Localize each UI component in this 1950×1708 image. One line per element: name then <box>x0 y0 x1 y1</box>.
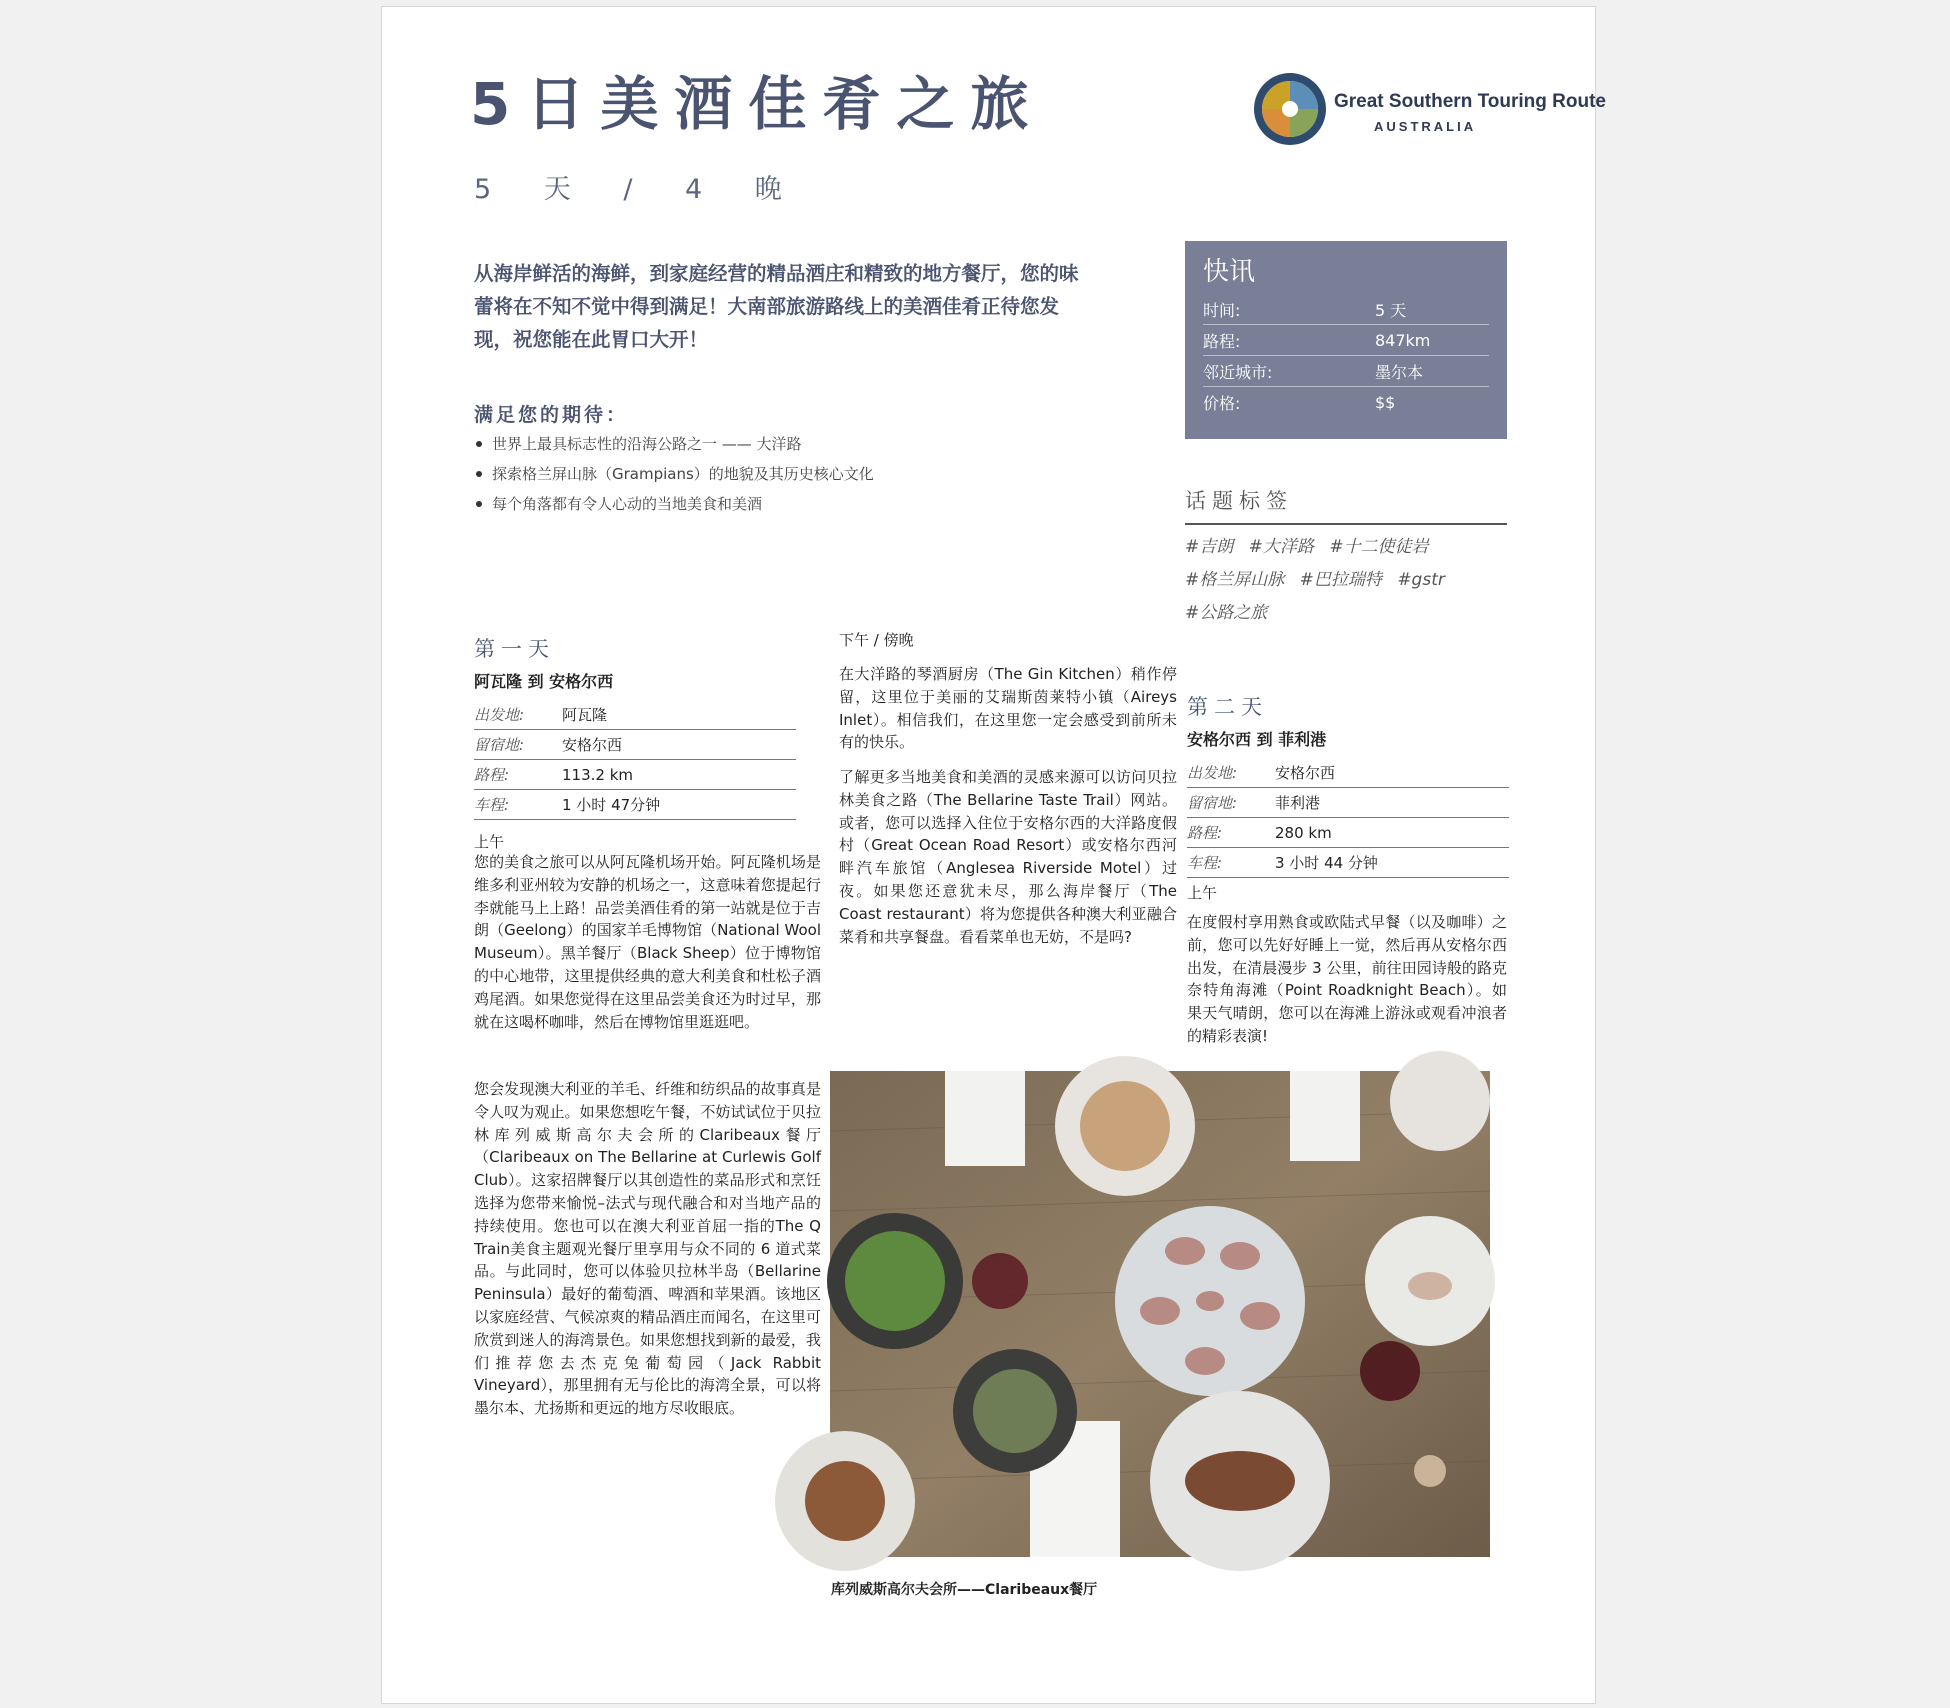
hashtag[interactable]: #巴拉瑞特 <box>1299 570 1382 590</box>
list-item: 每个角落都有令人心动的当地美食和美酒 <box>474 489 1094 519</box>
info-row <box>474 730 796 760</box>
info-value: 菲利港 <box>1275 794 1321 812</box>
hashtag[interactable]: #大洋路 <box>1248 537 1314 557</box>
day2-morning-label: 上午 <box>1187 884 1218 902</box>
fact-value: 847km <box>1375 330 1431 350</box>
hashtag[interactable]: #公路之旅 <box>1185 603 1268 623</box>
info-row <box>474 760 796 790</box>
day2-morning-text: 在度假村享用熟食或欧陆式早餐（以及咖啡）之前，您可以先好好睡上一觉，然后再从安格尔西出发，在清晨漫步 3 公里，前往田园诗般的路克奈特角海滩（Point Roadknight Beach）。如果天气晴朗，您可以在海滩上游泳或观看冲浪者的精彩表演! <box>1187 913 1507 1045</box>
intro-text: 从海岸鲜活的海鲜，到家庭经营的精品酒庄和精致的地方餐厅，您的味蕾将在不知不觉中得到满足！大南部旅游路线上的美酒佳肴正待您发现，祝您能在此胃口大开！ <box>474 262 1079 351</box>
info-value: 阿瓦隆 <box>562 706 608 724</box>
info-row <box>474 790 796 820</box>
logo-country: AUSTRALIA <box>1374 119 1477 134</box>
info-value: 3 小时 44 分钟 <box>1275 854 1378 872</box>
day1-lunch-text: 您会发现澳大利亚的羊毛、纤维和纺织品的故事真是令人叹为观止。如果您想吃午餐，不妨试试位于贝拉林库列威斯高尔夫会所的Claribeaux餐厅（Claribeaux on The Bellarine at Curlewis Golf Club）。这家招牌餐厅以其创造性的菜品形式和烹饪选择为您带来愉悦–法式与现代融合和对当地产品的持续使用。您也可以在澳大利亚首屈一指的The Q Train美食主题观光餐厅里享用与众不同的 6 道式菜品。与此同时，您可以体验贝拉林半岛（Bellarine Peninsula）最好的葡萄酒、啤酒和苹果酒。该地区以家庭经营、气候凉爽的精品酒庄而闻名，在这里可欣赏到迷人的海湾景色。如果您想找到新的最爱，我们推荐您去杰克兔葡萄园（Jack Rabbit Vineyard），那里拥有无与伦比的海湾全景，可以将墨尔本、尤扬斯和更远的地方尽收眼底。 <box>474 1080 821 1418</box>
quick-facts-box <box>1185 241 1507 439</box>
fact-row <box>1203 356 1489 387</box>
hashtags-list <box>1185 531 1507 630</box>
info-key: 路程: <box>1187 824 1223 842</box>
fact-row <box>1203 294 1489 325</box>
page-title: 5日美酒佳肴之旅 <box>470 70 1045 138</box>
hashtag[interactable]: #吉朗 <box>1185 537 1234 557</box>
info-value: 安格尔西 <box>1275 764 1336 782</box>
day1-section <box>474 633 796 820</box>
restaurant-table-photo <box>830 1071 1490 1557</box>
info-key: 路程: <box>474 766 510 784</box>
info-key: 车程: <box>474 796 510 814</box>
info-value: 280 km <box>1275 823 1332 842</box>
fact-key: 邻近城市: <box>1203 362 1273 382</box>
fact-key: 路程: <box>1203 331 1241 351</box>
afternoon-text-2: 了解更多当地美食和美酒的灵感来源可以访问贝拉林美食之路（The Bellarine Taste Trail）网站。或者，您可以选择入住位于安格尔西的大洋路度假村（Great Ocean Road Resort）或安格尔西河畔汽车旅馆（Anglesea Riverside Motel）过夜。如果您还意犹未尽，那么海岸餐厅（The Coast restaurant）将为您提供各种澳大利亚融合菜肴和共享餐盘。看看菜单也无妨，不是吗? <box>839 768 1177 946</box>
day2-heading: 第二天 <box>1187 695 1268 719</box>
quick-facts-title: 快讯 <box>1203 257 1256 287</box>
fact-row <box>1203 325 1489 356</box>
info-row <box>474 700 796 730</box>
day1-morning-label: 上午 <box>474 833 505 851</box>
afternoon-text-1: 在大洋路的琴酒厨房（The Gin Kitchen）稍作停留，这里位于美丽的艾瑞斯茵莱特小镇（Aireys Inlet）。相信我们，在这里您一定会感受到前所未有的快乐。 <box>839 665 1177 752</box>
info-value: 1 小时 47分钟 <box>562 796 661 814</box>
info-value: 安格尔西 <box>562 736 623 754</box>
hashtag[interactable]: #十二使徒岩 <box>1329 537 1429 557</box>
logo-name: Great Southern Touring Route <box>1334 91 1606 112</box>
info-key: 出发地: <box>474 706 525 724</box>
info-row <box>1187 848 1509 878</box>
fact-key: 价格: <box>1203 393 1241 413</box>
info-key: 车程: <box>1187 854 1223 872</box>
day1-morning-text: 您的美食之旅可以从阿瓦隆机场开始。阿瓦隆机场是维多利亚州较为安静的机场之一，这意味着您提起行李就能马上上路！品尝美酒佳肴的第一站就是位于吉朗（Geelong）的国家羊毛博物馆（National Wool Museum）。黑羊餐厅（Black Sheep）位于博物馆的中心地带，这里提供经典的意大利美食和杜松子酒鸡尾酒。如果您觉得在这里品尝美食还为时过早，那就在这喝杯咖啡，然后在博物馆里逛逛吧。 <box>474 853 821 1031</box>
day2-route: 安格尔西 到 菲利港 <box>1187 730 1327 749</box>
brochure-page <box>381 6 1606 1704</box>
info-key: 留宿地: <box>474 736 525 754</box>
info-key: 留宿地: <box>1187 794 1238 812</box>
fact-value: 墨尔本 <box>1375 362 1424 382</box>
touring-route-logo <box>1250 67 1606 151</box>
fact-value: $$ <box>1375 392 1396 412</box>
list-item: 世界上最具标志性的沿海公路之一 —— 大洋路 <box>474 429 1094 459</box>
day1-route: 阿瓦隆 到 安格尔西 <box>474 672 614 691</box>
info-key: 出发地: <box>1187 764 1238 782</box>
photo-caption: 库列威斯高尔夫会所——Claribeaux餐厅 <box>831 1582 1098 1598</box>
hashtags-heading: 话题标签 <box>1185 485 1507 525</box>
hashtag[interactable]: #格兰屏山脉 <box>1185 570 1285 590</box>
afternoon-label: 下午 / 傍晚 <box>839 631 914 649</box>
fact-row <box>1203 387 1489 417</box>
fact-key: 时间: <box>1203 300 1241 320</box>
expectations-list <box>474 429 1094 519</box>
info-value: 113.2 km <box>562 765 634 784</box>
fact-value: 5 天 <box>1375 300 1407 320</box>
expectations-heading: 满足您的期待： <box>474 404 629 426</box>
hashtag[interactable]: #gstr <box>1397 570 1445 590</box>
info-row <box>1187 818 1509 848</box>
day2-section <box>1187 691 1509 878</box>
logo-seal-icon <box>1254 73 1326 145</box>
page-subtitle: 5 天 / 4 晚 <box>474 174 804 205</box>
info-row <box>1187 788 1509 818</box>
info-row <box>1187 758 1509 788</box>
list-item: 探索格兰屏山脉（Grampians）的地貌及其历史核心文化 <box>474 459 1094 489</box>
day1-heading: 第一天 <box>474 637 555 661</box>
